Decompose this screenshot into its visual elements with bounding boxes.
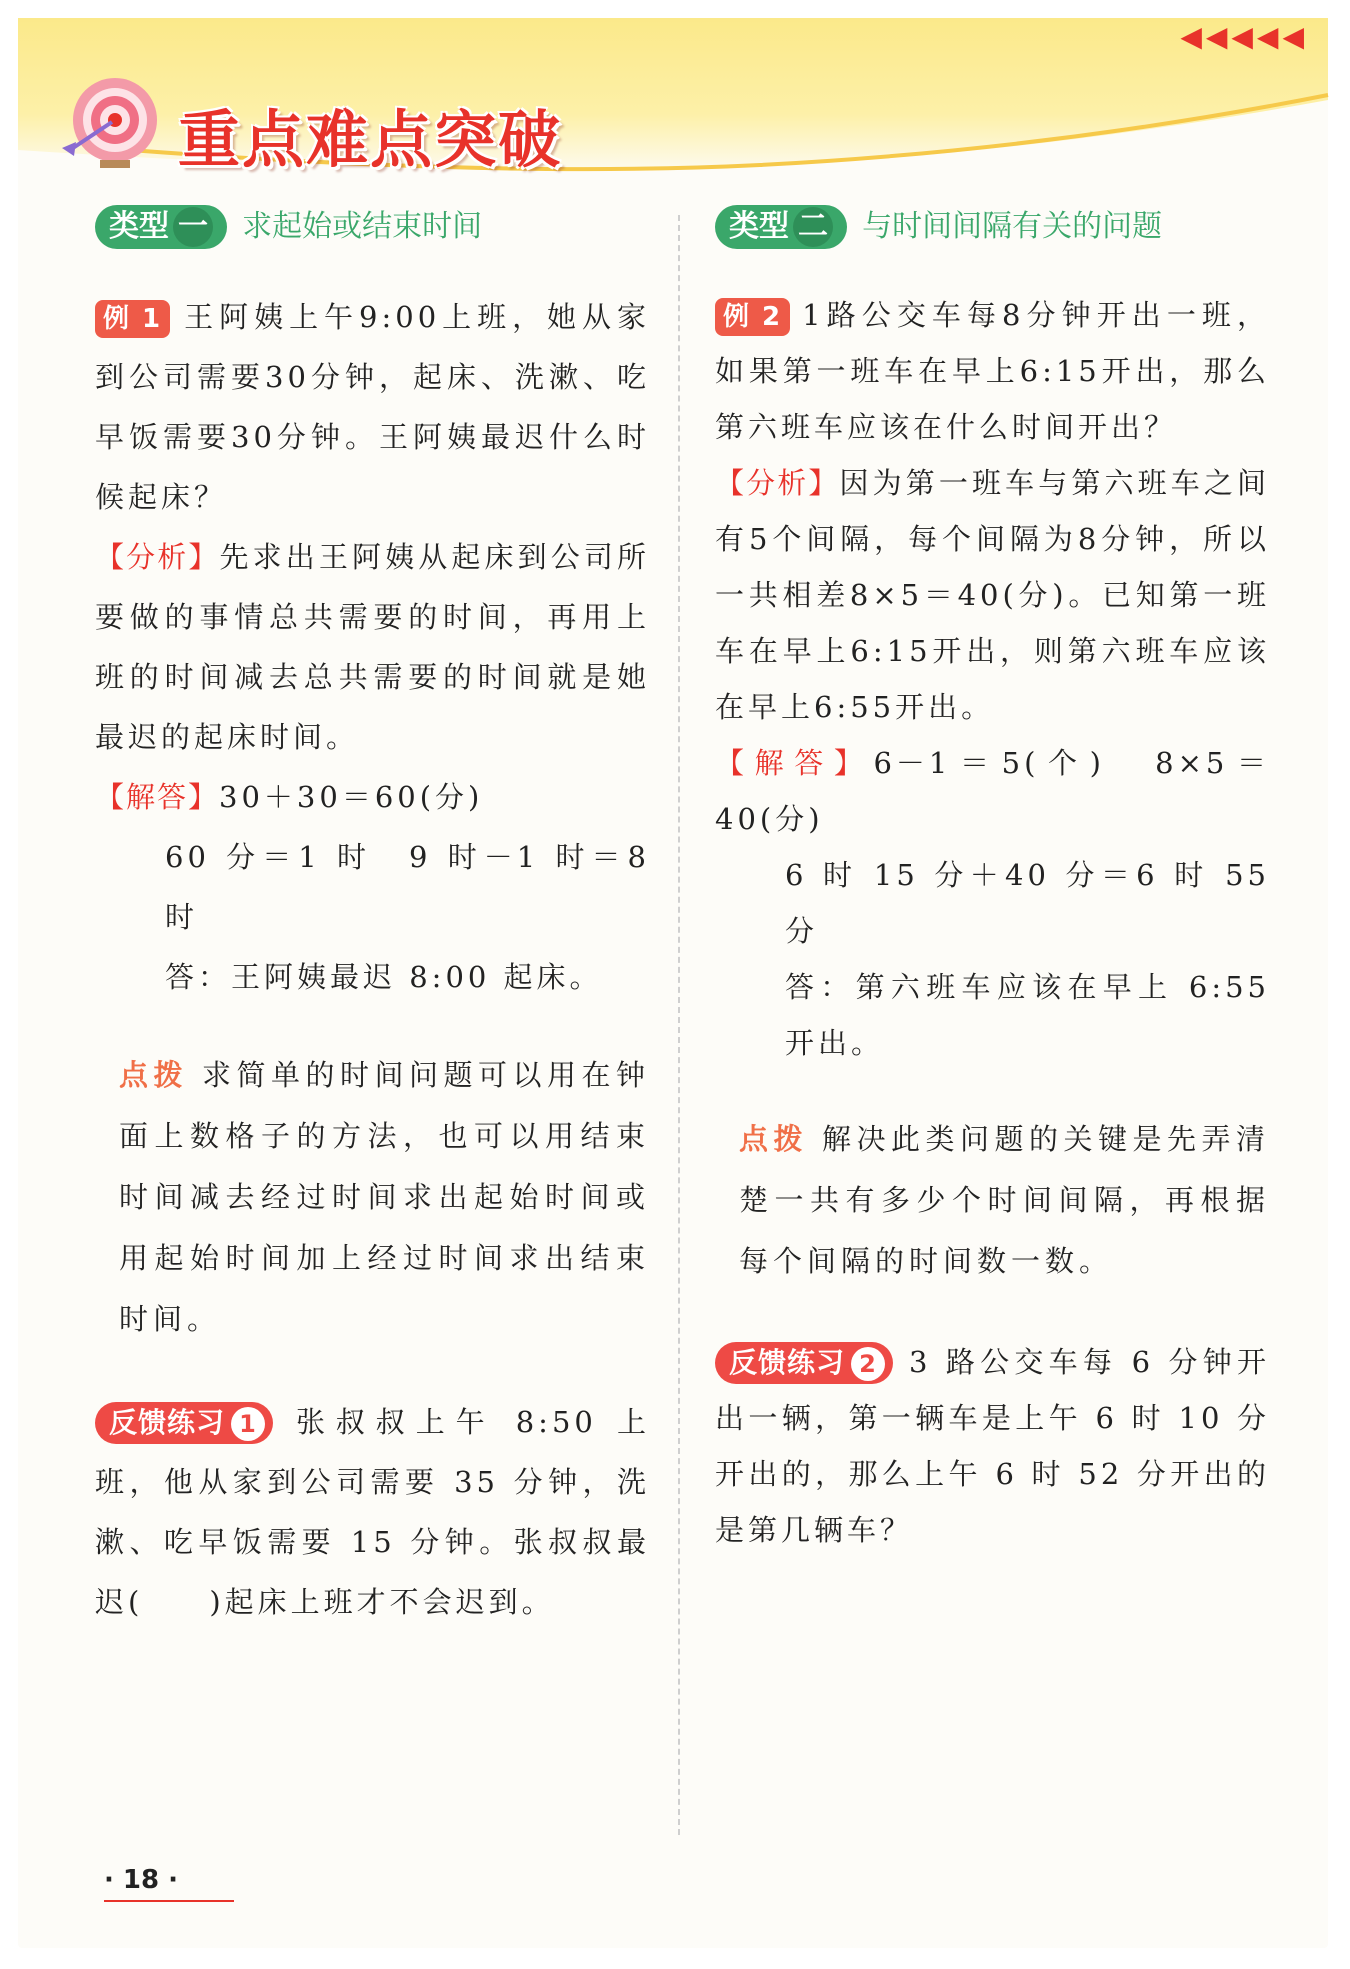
feedback-text-1: 张叔叔上午 8:50 上班，他从家到公司需要 35 分钟，洗漱、吃早饭需要 15 分钟。张叔叔最迟( )起床上班才不会迟到。 [95,1405,650,1619]
feedback-1 [95,1392,650,1632]
page-title: 重点难点突破 [178,103,563,176]
answer-1 [95,767,650,827]
answer-line3-2: 答：第六班车应该在早上 6:55 开出。 [785,970,1270,1060]
example-1 [95,287,650,527]
example-2 [715,287,1270,455]
tip-label-2: 点拨 [739,1122,808,1156]
tip-1 [95,1045,650,1350]
tip-label-1: 点拨 [119,1058,188,1092]
feedback-text-2: 3 路公交车每 6 分钟开出一辆，第一辆车是上午 6 时 10 分开出的，那么上午 6 时 52 分开出的是第几辆车？ [715,1345,1270,1547]
type-badge-2: 类型 二 [715,205,847,249]
analysis-label-1: 【分析】 [95,540,220,574]
feedback-2 [715,1334,1270,1558]
tip-text-2: 解决此类问题的关键是先弄清楚一共有多少个时间间隔，再根据每个间隔的时间数一数。 [739,1122,1270,1278]
analysis-2 [715,455,1270,735]
analysis-1 [95,527,650,767]
answer-label-2: 【解答】 [715,746,874,780]
answer-line2-1: 60 分＝1 时 9 时－1 时＝8 时 [165,840,650,934]
tip-text-1: 求简单的时间问题可以用在钟面上数格子的方法，也可以用结束时间减去经过时间求出起始时间或用起始时间加上经过时间求出结束时间。 [119,1058,650,1336]
answer-label-1: 【解答】 [95,780,220,814]
answer-2 [715,735,1270,847]
example-text-2: 1路公交车每8分钟开出一班，如果第一班车在早上6:15开出，那么第六班车应该在什么时间开出？ [715,298,1270,444]
right-column [715,205,1270,1558]
tip-2 [715,1109,1270,1292]
type-title-1: 求起始或结束时间 [242,209,483,244]
column-divider [678,215,680,1835]
type-badge-1: 类型 一 [95,205,227,249]
example-badge-2: 例 2 [715,298,790,336]
analysis-label-2: 【分析】 [715,466,840,500]
type-heading-2 [715,205,1270,265]
analysis-text-2: 因为第一班车与第六班车之间有5个间隔，每个间隔为8分钟，所以一共相差8×5＝40(分)。已知第一班车在早上6:15开出，则第六班车应该在早上6:55开出。 [715,466,1270,724]
type-title-2: 与时间间隔有关的问题 [862,209,1163,244]
type-heading-1 [95,205,650,265]
header-arrows-icon: ◀◀◀◀◀ [1180,20,1308,53]
example-text-1: 王阿姨上午9:00上班，她从家到公司需要30分钟，起床、洗漱、吃早饭需要30分钟。王阿姨最迟什么时候起床？ [95,300,650,514]
page-number: · 18 · [104,1865,179,1895]
feedback-badge-2: 反馈练习 2 [715,1342,893,1384]
analysis-text-1: 先求出王阿姨从起床到公司所要做的事情总共需要的时间，再用上班的时间减去总共需要的时间就是她最迟的起床时间。 [95,540,650,754]
page-number-underline [104,1900,234,1902]
example-badge-1: 例 1 [95,300,170,338]
feedback-badge-1: 反馈练习 1 [95,1402,273,1444]
answer-line1-1: 30＋30＝60(分) [219,780,484,814]
answer-line2-2: 6 时 15 分＋40 分＝6 时 55 分 [785,858,1270,948]
answer-line3-1: 答：王阿姨最迟 8:00 起床。 [165,960,603,994]
answer-line1-2: 6－1＝5(个) 8×5＝40(分) [715,746,1270,836]
left-column [95,205,650,1632]
